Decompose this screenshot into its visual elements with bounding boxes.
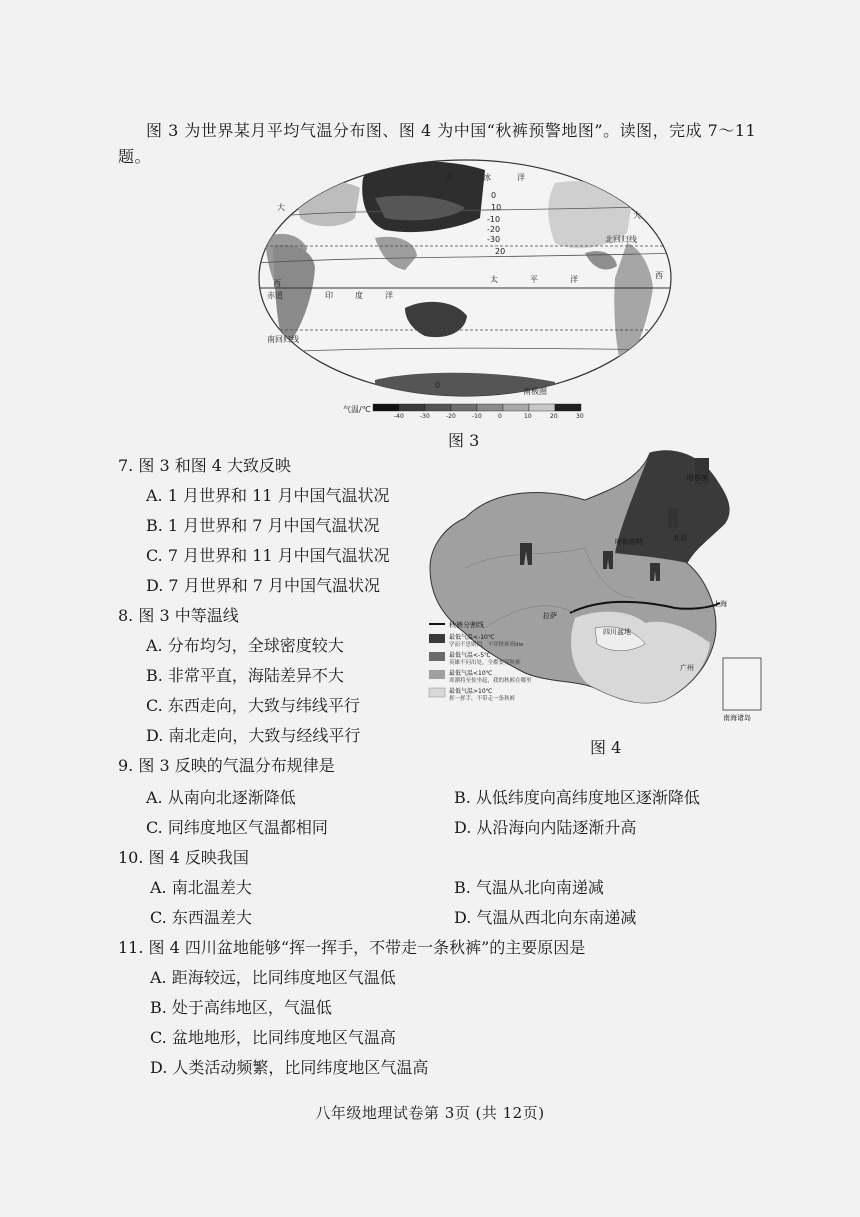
city-label-beijing: 北京 — [673, 534, 687, 542]
legend-label: 最低气温<-10℃ — [449, 634, 495, 641]
ocean-label: 平 — [530, 275, 538, 284]
question-9-option-a: A. 从南向北逐渐降低 — [146, 788, 296, 807]
isotherm-label: 0 — [491, 191, 497, 200]
question-7-option-c: C. 7 月世界和 11 月中国气温状况 — [146, 546, 390, 565]
ocean-label: 印 — [325, 291, 333, 300]
tropic-of-cancer-label: 北回归线 — [605, 235, 637, 244]
legend-tick-label: 0 — [498, 413, 502, 420]
isotherm-label: -30 — [487, 235, 501, 244]
tropic-of-capricorn-label: 南回归线 — [267, 335, 299, 344]
isotherm-label: 0 — [435, 381, 441, 390]
isotherm-label: -20 — [487, 225, 501, 234]
city-label-shanghai: 上海 — [713, 600, 727, 608]
city-label-harbin: 哈尔滨 — [687, 474, 708, 482]
figure-3-caption: 图 3 — [448, 431, 480, 450]
question-10-option-a: A. 南北温差大 — [150, 878, 252, 897]
question-11-option-c: C. 盆地地形，比同纬度地区气温高 — [150, 1028, 396, 1047]
question-11-option-a: A. 距海较远，比同纬度地区气温低 — [150, 968, 396, 987]
legend-tick-label: 10 — [524, 413, 532, 420]
question-8-stem: 8. 图 3 中等温线 — [118, 606, 239, 625]
legend-swatch — [477, 404, 503, 411]
ocean-label: 北 — [445, 173, 453, 182]
question-8-option-c: C. 东西走向，大致与纬线平行 — [146, 696, 360, 715]
question-7-option-a: A. 1 月世界和 11 月中国气温状况 — [146, 486, 390, 505]
city-label-hohhot: 呼和浩特 — [615, 538, 643, 546]
question-11-stem: 11. 图 4 四川盆地能够“挥一挥手，不带走一条秋裤”的主要原因是 — [118, 938, 586, 957]
ocean-label: 洋 — [517, 173, 525, 182]
question-9-option-b: B. 从低纬度向高纬度地区逐渐降低 — [454, 788, 700, 807]
temperature-legend — [343, 404, 584, 420]
legend-desc: 学而不思则罔，不穿秋裤则die — [449, 642, 524, 648]
city-label-lhasa: 拉萨 — [543, 612, 557, 620]
legend-swatch — [529, 404, 555, 411]
question-11-option-d: D. 人类活动频繁，比同纬度地区气温高 — [150, 1058, 429, 1077]
ocean-label: 度 — [355, 291, 363, 300]
intro-line-2: 题。 — [118, 147, 152, 166]
page-footer: 八年级地理试卷第 3页 (共 12页) — [315, 1104, 545, 1122]
legend-swatch — [373, 404, 399, 411]
legend-desc: 挥一挥手，不带走一条秋裤 — [449, 696, 516, 702]
legend-label: 最低气温<10℃ — [449, 670, 493, 677]
legend-tick-label: -10 — [472, 413, 482, 420]
inset-label-south-china-sea-islands: 南海诸岛 — [723, 714, 751, 722]
equator-label: 赤道 — [267, 291, 283, 300]
city-label-guangzhou: 广州 — [680, 664, 694, 672]
legend-swatch — [555, 404, 581, 411]
ocean-label: 太 — [490, 275, 498, 284]
question-8-option-d: D. 南北走向，大致与经线平行 — [146, 726, 361, 745]
question-9-option-d: D. 从沿海向内陆逐渐升高 — [454, 818, 637, 837]
question-7-stem: 7. 图 3 和图 4 大致反映 — [118, 456, 292, 475]
intro-line-1: 图 3 为世界某月平均气温分布图、图 4 为中国“秋裤预警地图”。读图，完成 7～11 — [146, 121, 757, 140]
legend-label: 秋裤分割线 — [449, 621, 484, 629]
question-9-option-c: C. 同纬度地区气温都相同 — [146, 818, 328, 837]
legend-tick-label: -40 — [394, 413, 404, 420]
ocean-label: 大 — [633, 211, 641, 220]
isotherm-label: 20 — [495, 247, 506, 256]
legend-tick-label: -30 — [420, 413, 430, 420]
ocean-label: 洋 — [385, 291, 393, 300]
legend-label: 最低气温<-5℃ — [449, 652, 491, 659]
ocean-label: 洋 — [570, 275, 578, 284]
legend-swatch — [425, 404, 451, 411]
isotherm-label: 10 — [491, 203, 502, 212]
question-8-option-a: A. 分布均匀，全球密度较大 — [146, 636, 344, 655]
question-10-option-d: D. 气温从西北向东南递减 — [454, 908, 637, 927]
ocean-label: 西 — [273, 279, 281, 288]
ocean-label: 西 — [655, 271, 663, 280]
south-china-sea-inset — [723, 658, 761, 710]
question-7-option-b: B. 1 月世界和 7 月中国气温状况 — [146, 516, 380, 535]
antarctic-circle-label: 南极圈 — [523, 387, 547, 396]
question-8-option-b: B. 非常平直，海陆差异不大 — [146, 666, 344, 685]
legend-swatch — [503, 404, 529, 411]
figure-4-china-map — [425, 448, 765, 730]
isotherm-label: -10 — [487, 215, 501, 224]
region-label-sichuan-basin: 四川盆地 — [603, 628, 631, 636]
legend-title: 气温/℃ — [343, 405, 371, 414]
legend-desc: 英雄不问出处，全都要穿秋裤 — [449, 660, 521, 666]
figure-4-caption: 图 4 — [590, 738, 622, 757]
question-10-option-b: B. 气温从北向南递减 — [454, 878, 604, 897]
legend-tick-label: -20 — [446, 413, 456, 420]
question-10-option-c: C. 东西温差大 — [150, 908, 252, 927]
question-7-option-d: D. 7 月世界和 7 月中国气温状况 — [146, 576, 381, 595]
legend-desc: 寒潮将至惊坐起，我的秋裤在哪里 — [449, 678, 532, 684]
ocean-label: 大 — [277, 203, 285, 212]
question-9-stem: 9. 图 3 反映的气温分布规律是 — [118, 756, 335, 775]
question-11-option-b: B. 处于高纬地区，气温低 — [150, 998, 332, 1017]
legend-tick-label: 30 — [576, 413, 584, 420]
legend-swatch — [399, 404, 425, 411]
legend-swatch — [451, 404, 477, 411]
legend-label: 最低气温>10℃ — [449, 688, 493, 695]
question-10-stem: 10. 图 4 反映我国 — [118, 848, 249, 867]
legend-tick-label: 20 — [550, 413, 558, 420]
figure-3-world-temperature-map — [255, 158, 675, 420]
ocean-label: 冰 — [483, 173, 491, 182]
